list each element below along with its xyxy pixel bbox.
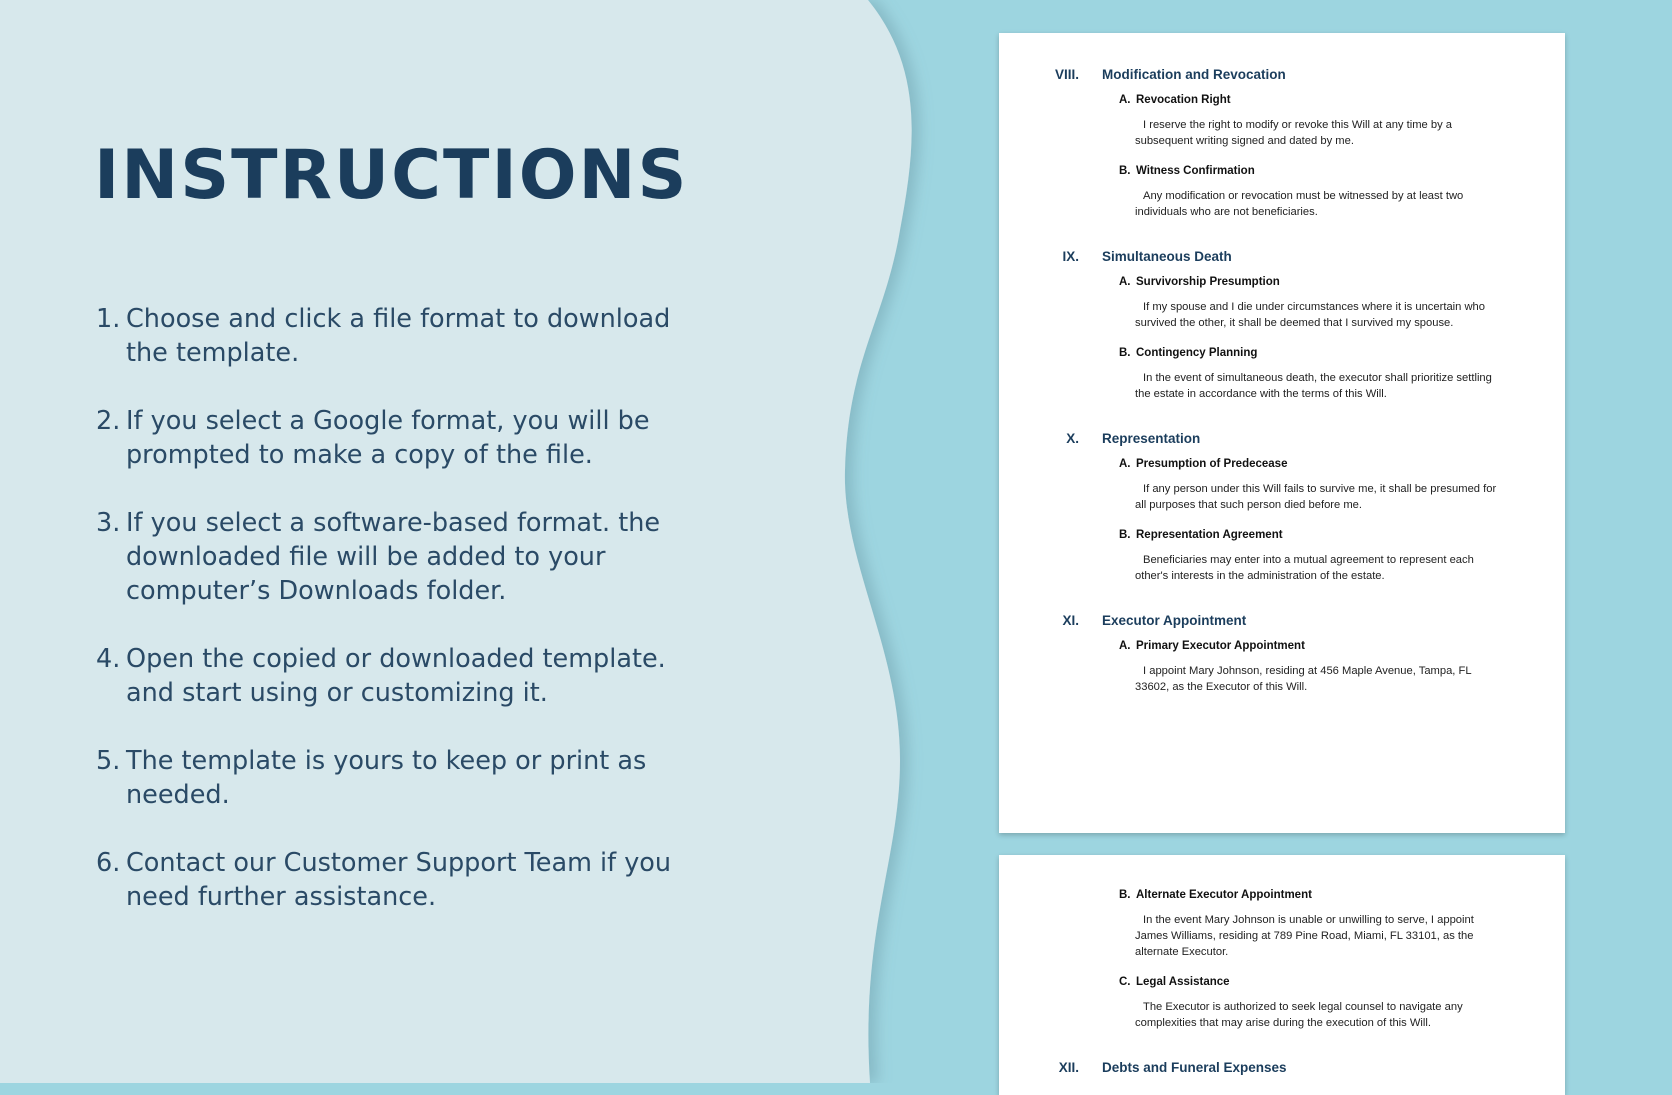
subsection	[999, 347, 1565, 400]
step-number: 4.	[96, 644, 121, 674]
section-simultaneous-death	[999, 249, 1565, 400]
section-debts-and-funeral-expenses	[999, 1060, 1565, 1080]
section-number: X.	[1066, 431, 1079, 446]
instruction-step	[96, 846, 716, 914]
subsection-letter: B.	[1119, 529, 1131, 541]
subsection-letter: B.	[1119, 165, 1131, 177]
instruction-step	[96, 506, 716, 608]
subsection-text: I appoint Mary Johnson, residing at 456 Maple Avenue, Tampa, FL 33602, as the Executor of this Will.	[1135, 665, 1472, 693]
subsection-title: Witness Confirmation	[1136, 165, 1255, 177]
step-number: 6.	[96, 848, 121, 878]
step-number: 3.	[96, 508, 121, 538]
section-number: IX.	[1062, 249, 1079, 264]
subsection-letter: A.	[1119, 276, 1131, 288]
subsection	[999, 458, 1565, 511]
subsection	[999, 976, 1565, 1029]
subsection-letter: B.	[1119, 889, 1131, 901]
subsection-text: The Executor is authorized to seek legal counsel to navigate any complexities that may arise during the execution of this Will.	[1135, 1001, 1463, 1029]
subsection-letter: B.	[1119, 347, 1131, 359]
subsection-text: I reserve the right to modify or revoke this Will at any time by a subsequent writing signed and dated by me.	[1135, 119, 1453, 147]
subsection-title: Presumption of Predecease	[1136, 458, 1288, 470]
instruction-steps	[96, 302, 716, 948]
document-page-2	[999, 855, 1565, 1095]
section-title: Simultaneous Death	[1102, 249, 1232, 264]
subsection-letter: A.	[1119, 458, 1131, 470]
subsection-letter: A.	[1119, 640, 1131, 652]
step-text: If you select a Google format, you will be prompted to make a copy of the file.	[126, 406, 650, 470]
subsection	[999, 529, 1565, 582]
subsection-title: Legal Assistance	[1136, 976, 1230, 988]
subsection-text: In the event Mary Johnson is unable or unwilling to serve, I appoint James Williams, residing at 789 Pine Road, Miami, FL 33101, as the alternate Executor.	[1135, 914, 1474, 958]
subsection	[999, 276, 1565, 329]
subsection-title: Primary Executor Appointment	[1136, 640, 1305, 652]
subsection-text: In the event of simultaneous death, the executor shall prioritize settling the estate in accordance with the terms of this Will.	[1135, 372, 1492, 400]
section-title: Executor Appointment	[1102, 613, 1247, 628]
section-representation	[999, 431, 1565, 582]
step-number: 2.	[96, 406, 121, 436]
step-number: 1.	[96, 304, 121, 334]
section-number: XII.	[1058, 1060, 1079, 1075]
step-text: Choose and click a file format to download the template.	[126, 304, 671, 368]
subsection-text: Beneficiaries may enter into a mutual agreement to represent each other's interests in the administration of the estate.	[1135, 554, 1474, 582]
subsection-title: Survivorship Presumption	[1136, 276, 1280, 288]
section-title: Debts and Funeral Expenses	[1102, 1060, 1287, 1075]
instruction-step	[96, 744, 716, 812]
subsection-text: If my spouse and I die under circumstances where it is uncertain who survived the other, it shall be deemed that I survived my spouse.	[1135, 301, 1486, 329]
step-text: Contact our Customer Support Team if you need further assistance.	[126, 848, 672, 912]
instruction-step	[96, 302, 716, 370]
subsection-letter: C.	[1119, 976, 1131, 988]
subsection-title: Representation Agreement	[1136, 529, 1283, 541]
subsection-title: Alternate Executor Appointment	[1136, 889, 1312, 901]
section-number: XI.	[1062, 613, 1079, 628]
subsection-text: Any modification or revocation must be witnessed by at least two individuals who are not beneficiaries.	[1135, 190, 1464, 218]
subsection	[999, 94, 1565, 147]
instruction-step	[96, 404, 716, 472]
instruction-step	[96, 642, 716, 710]
document-page-1	[999, 33, 1565, 833]
subsection	[999, 889, 1565, 958]
instructions-title: INSTRUCTIONS	[94, 136, 689, 215]
subsection-text: If any person under this Will fails to survive me, it shall be presumed for all purposes that such person died before me.	[1135, 483, 1497, 511]
section-modification-and-revocation	[999, 67, 1565, 218]
step-text: Open the copied or downloaded template. and start using or customizing it.	[126, 644, 666, 708]
step-number: 5.	[96, 746, 121, 776]
subsection	[999, 165, 1565, 218]
step-text: If you select a software-based format. the downloaded file will be added to your computer’s Downloads folder.	[126, 508, 661, 606]
section-title: Representation	[1102, 431, 1201, 446]
subsection-letter: A.	[1119, 94, 1131, 106]
step-text: The template is yours to keep or print as needed.	[126, 746, 647, 810]
subsection	[999, 640, 1565, 693]
subsection-title: Revocation Right	[1136, 94, 1231, 106]
section-number: VIII.	[1054, 67, 1079, 82]
subsection-title: Contingency Planning	[1136, 347, 1258, 359]
section-executor-appointment	[999, 613, 1565, 693]
section-title: Modification and Revocation	[1102, 67, 1286, 82]
